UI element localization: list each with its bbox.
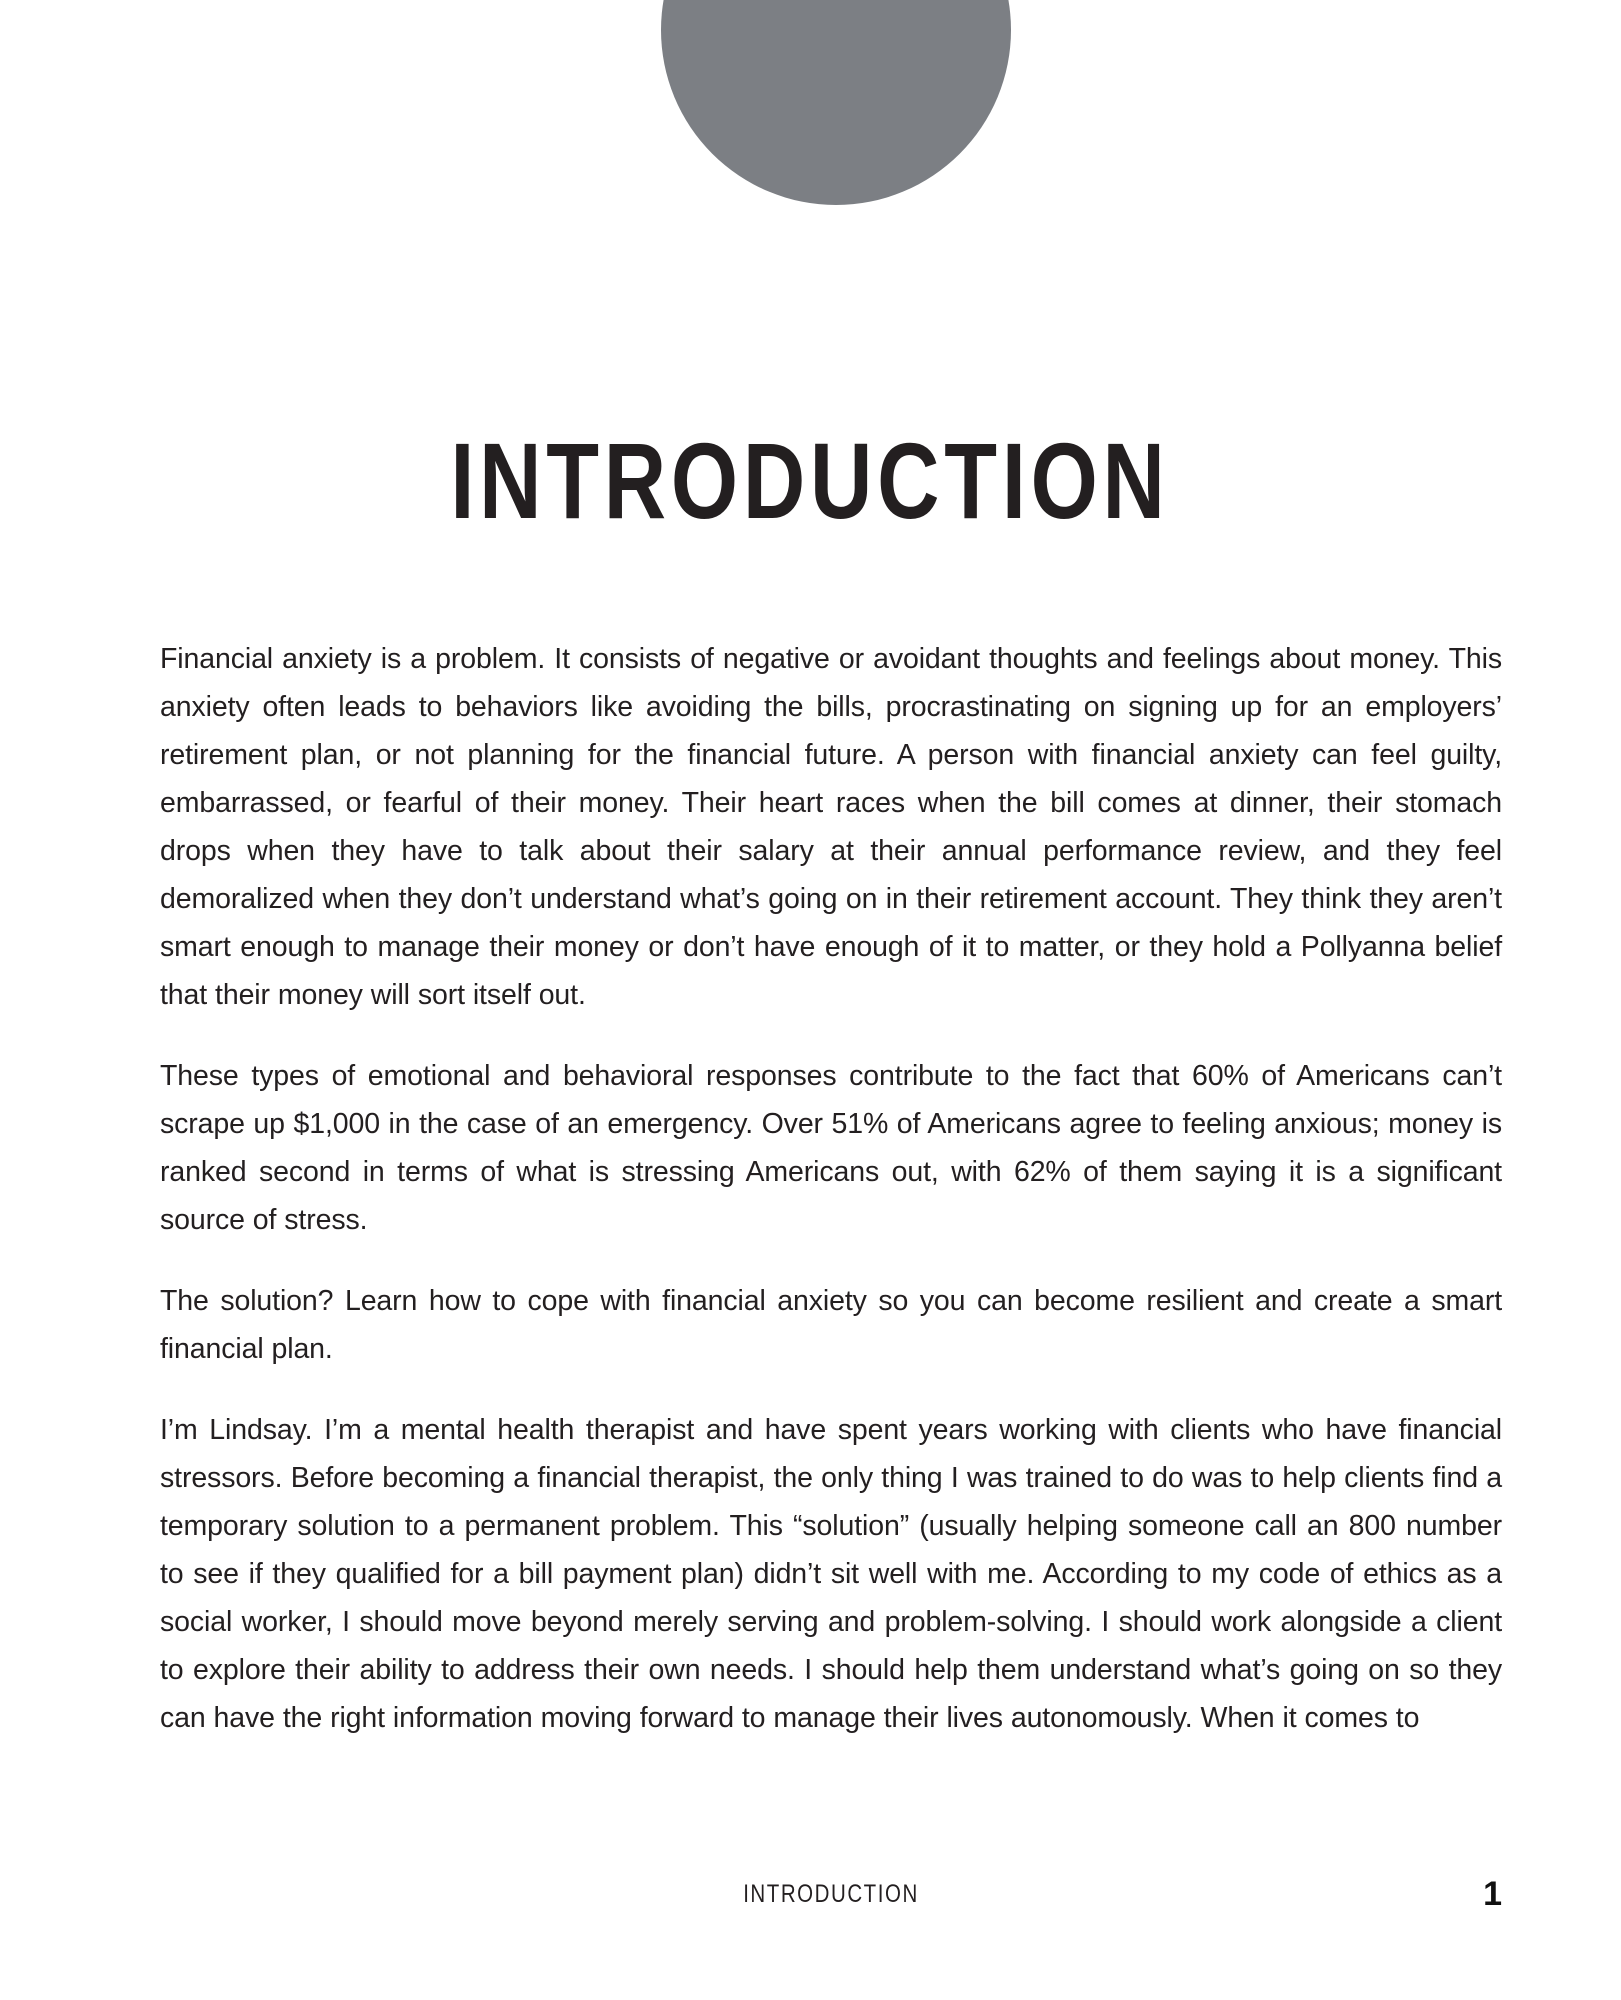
decorative-circle: [661, 0, 1011, 205]
paragraph: These types of emotional and behavioral responses contribute to the fact that 60% of Americans can’t scrape up $1,000 in the case of an emergency. Over 51% of Americans agree to feeling anxious; money is ranked second in terms of what is stressing Americans out, with 62% of them saying it is a significant source of stress.: [160, 1060, 1502, 1236]
paragraph: I’m Lindsay. I’m a mental health therapist and have spent years working with clients who have financial stressors. Before becoming a financial therapist, the only thing I was trained to do was to help clients find a temporary solution to a permanent problem. This “solution” (usually helping someone call an 800 number to see if they qualified for a bill payment plan) didn’t sit well with me. According to my code of ethics as a social worker, I should move beyond merely serving and problem-solving. I should work alongside a client to explore their ability to address their own needs. I should help them understand what’s going on so they can have the right information moving forward to manage their lives autonomously. When it comes to: [160, 1414, 1502, 1734]
paragraph: Financial anxiety is a problem. It consists of negative or avoidant thoughts and feelings about money. This anxiety often leads to behaviors like avoiding the bills, procrastinating on signing up for an employers’ retirement plan, or not planning for the financial future. A person with financial anxiety can feel guilty, embarrassed, or fearful of their money. Their heart races when the bill comes at dinner, their stomach drops when they have to talk about their salary at their annual performance review, and they feel demoralized when they don’t understand what’s going on in their retirement account. They think they aren’t smart enough to manage their money or don’t have enough of it to matter, or they hold a Pollyanna belief that their money will sort itself out.: [160, 643, 1502, 1011]
paragraph: The solution? Learn how to cope with financial anxiety so you can become resilient and create a smart financial plan.: [160, 1285, 1502, 1365]
page-title: INTRODUCTION: [450, 420, 1170, 542]
running-head: INTRODUCTION: [743, 1880, 919, 1908]
page-footer: [160, 1875, 1502, 1920]
body-text-column: [160, 635, 1502, 1742]
page-number: 1: [1483, 1875, 1502, 1913]
